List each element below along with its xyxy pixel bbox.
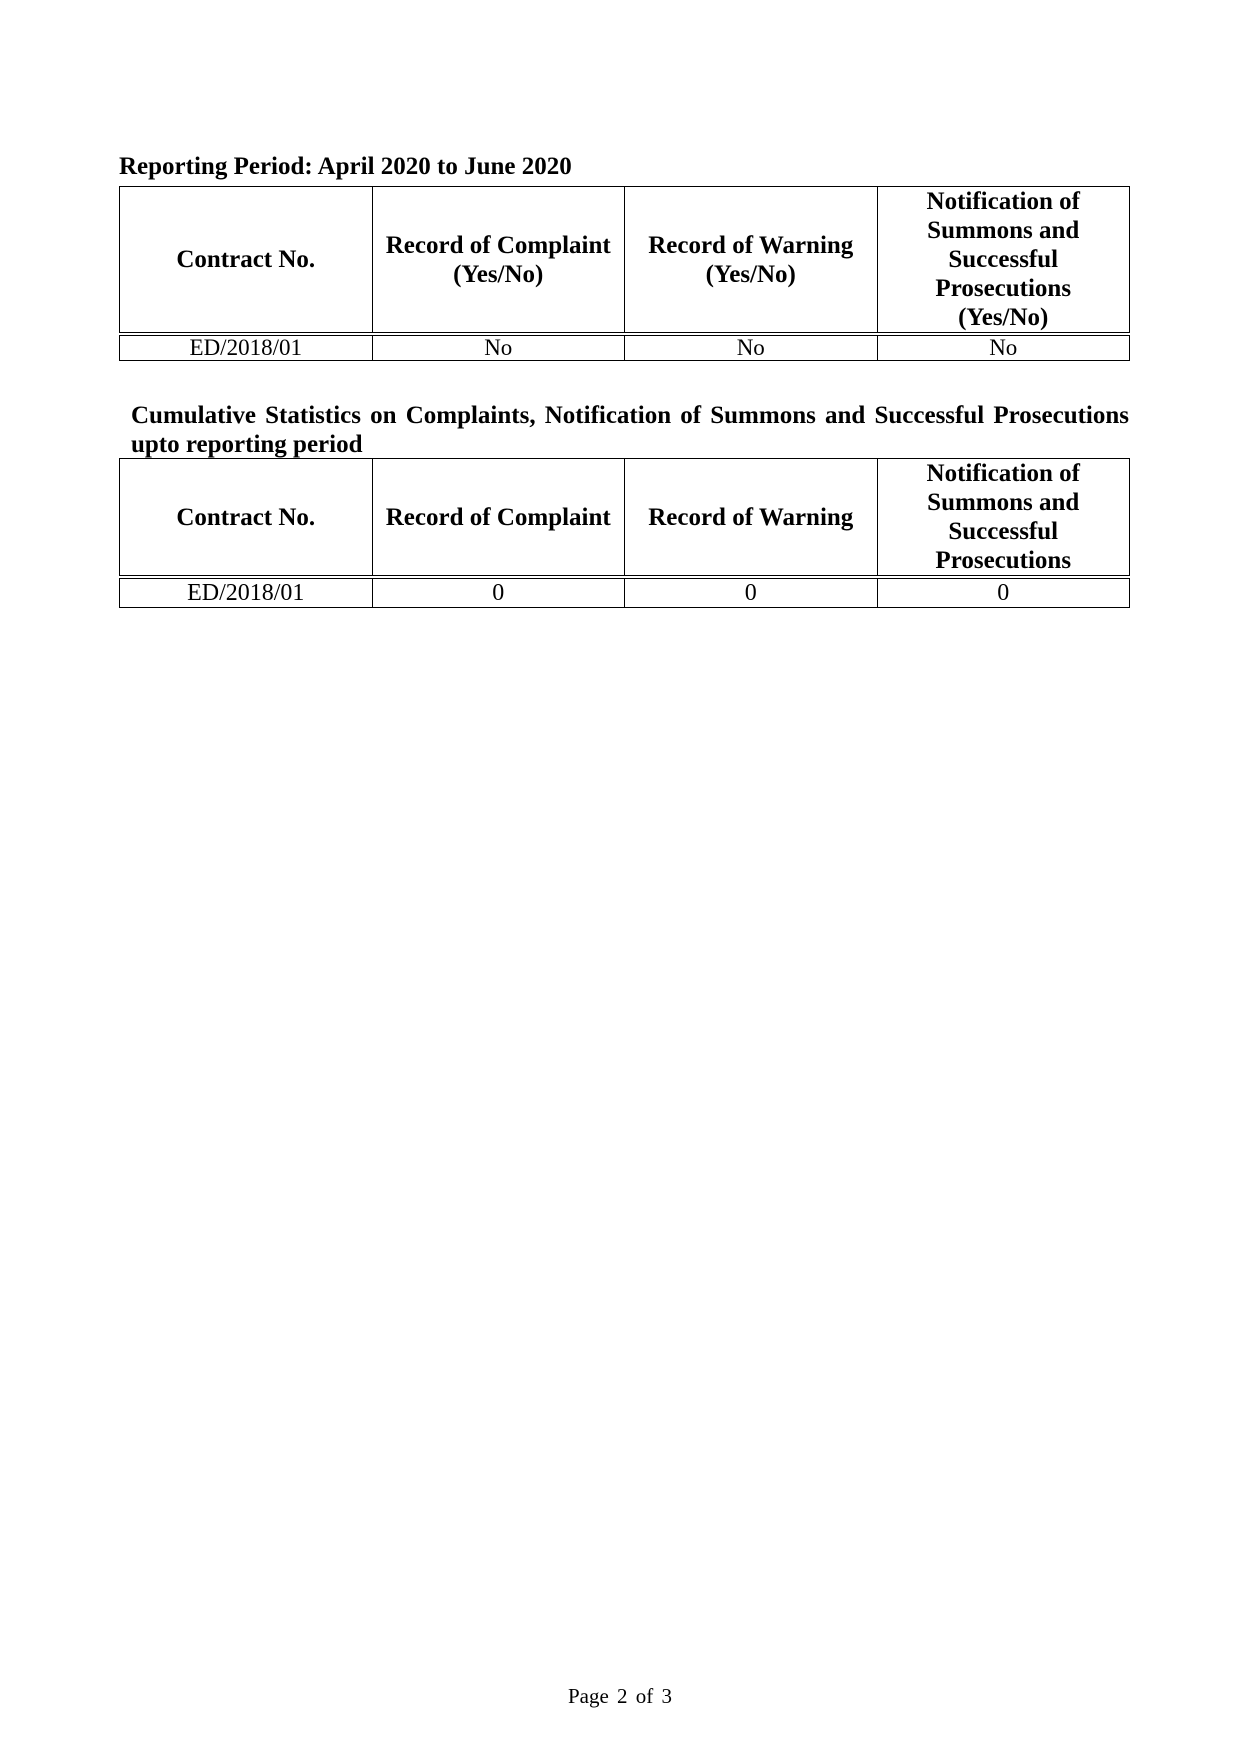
cell-contract-no: ED/2018/01	[120, 334, 373, 361]
column-header-record-of-complaint: Record of Complaint	[372, 459, 625, 578]
column-header-record-of-warning: Record of Warning	[625, 459, 878, 578]
cell-record-of-warning: No	[625, 334, 878, 361]
cell-notification-of-summons: 0	[877, 577, 1130, 608]
reporting-period-heading: Reporting Period: April 2020 to June 2020	[119, 153, 572, 180]
column-header-record-of-complaint: Record of Complaint (Yes/No)	[372, 187, 625, 335]
table-row	[120, 577, 1130, 608]
cell-contract-no: ED/2018/01	[120, 577, 373, 608]
column-header-notification-of-summons: Notification of Summons and Successful Prosecutions	[877, 459, 1130, 578]
table-row	[120, 334, 1130, 361]
cell-record-of-warning: 0	[625, 577, 878, 608]
cumulative-statistics-table	[119, 458, 1130, 608]
reporting-period-table	[119, 186, 1130, 361]
column-header-contract-no: Contract No.	[120, 459, 373, 578]
cell-notification-of-summons: No	[877, 334, 1130, 361]
page-number: Page 2 of 3	[567, 1684, 673, 1708]
table-header-row	[120, 187, 1130, 335]
table-header-row	[120, 459, 1130, 578]
column-header-record-of-warning: Record of Warning (Yes/No)	[625, 187, 878, 335]
column-header-notification-of-summons: Notification of Summons and Successful Prosecutions (Yes/No)	[877, 187, 1130, 335]
cell-record-of-complaint: No	[372, 334, 625, 361]
cell-record-of-complaint: 0	[372, 577, 625, 608]
cumulative-statistics-heading: Cumulative Statistics on Complaints, Notification of Summons and Successful Prosecutions upto reporting period	[131, 402, 1129, 458]
column-header-contract-no: Contract No.	[120, 187, 373, 335]
